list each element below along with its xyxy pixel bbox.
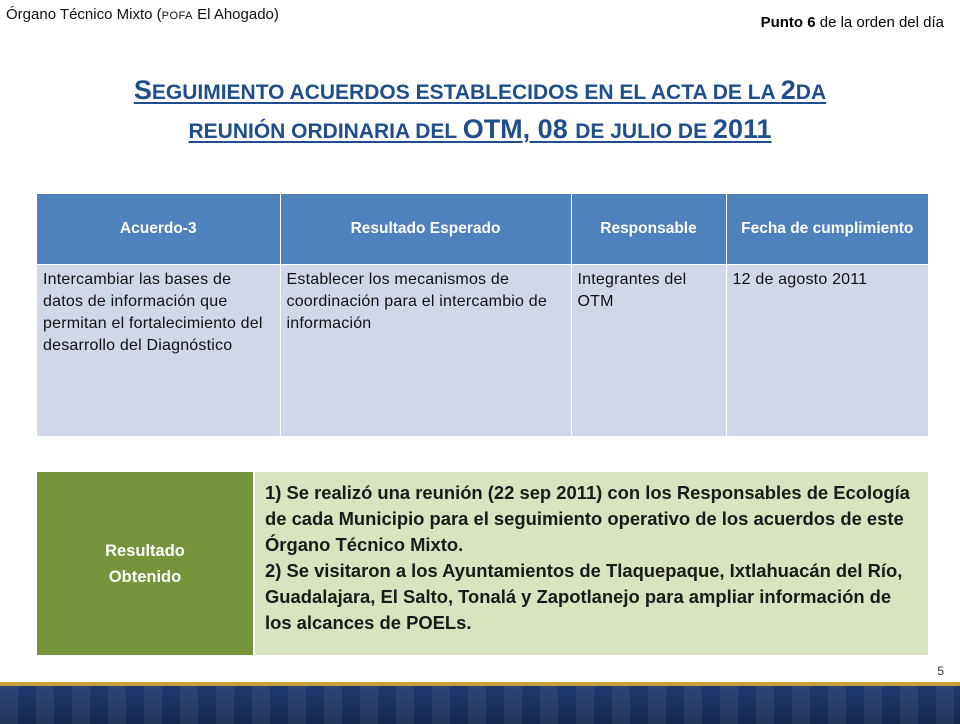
table-header-cell: Responsable [571, 194, 726, 265]
table-row [37, 265, 928, 437]
title-line-2: REUNIÓN ORDINARIA DEL OTM, 08 DE JULIO DE 2011 [188, 114, 772, 144]
page-number: 5 [937, 664, 944, 678]
table-header-cell: Resultado Esperado [280, 194, 571, 265]
table-cell: 12 de agosto 2011 [726, 265, 928, 437]
agenda-point: Punto 6 de la orden del día [760, 14, 944, 31]
result-panel [37, 472, 928, 655]
agreement-table [37, 194, 928, 436]
table-cell: Integrantes del OTM [571, 265, 726, 437]
slide-title [0, 72, 960, 150]
title-line-1: SEGUIMIENTO ACUERDOS ESTABLECIDOS EN EL ACTA DE LA 2DA [133, 75, 827, 105]
table-cell: Intercambiar las bases de datos de información que permitan el fortalecimiento del desarrollo del Diagnóstico [37, 265, 280, 437]
result-item: 2) Se visitaron a los Ayuntamientos de Tlaquepaque, Ixtlahuacán del Río, Guadalajara, El Salto, Tonalá y Zapotlanejo para ampliar información de los alcances de POELs. [265, 560, 903, 633]
result-item: 1) Se realizó una reunión (22 sep 2011) con los Responsables de Ecología de cada Municipio para el seguimiento operativo de los acuerdos de este Órgano Técnico Mixto. [265, 482, 910, 555]
result-label: Resultado Obtenido [37, 472, 255, 655]
table-header-cell: Fecha de cumplimiento [726, 194, 928, 265]
table-cell: Establecer los mecanismos de coordinación para el intercambio de información [280, 265, 571, 437]
organization-label: Órgano Técnico Mixto (POFA El Ahogado) [6, 6, 279, 23]
table-header-row [37, 194, 928, 265]
table-header-cell: Acuerdo-3 [37, 194, 280, 265]
result-body [255, 472, 928, 655]
footer-decorative-band [0, 682, 960, 724]
